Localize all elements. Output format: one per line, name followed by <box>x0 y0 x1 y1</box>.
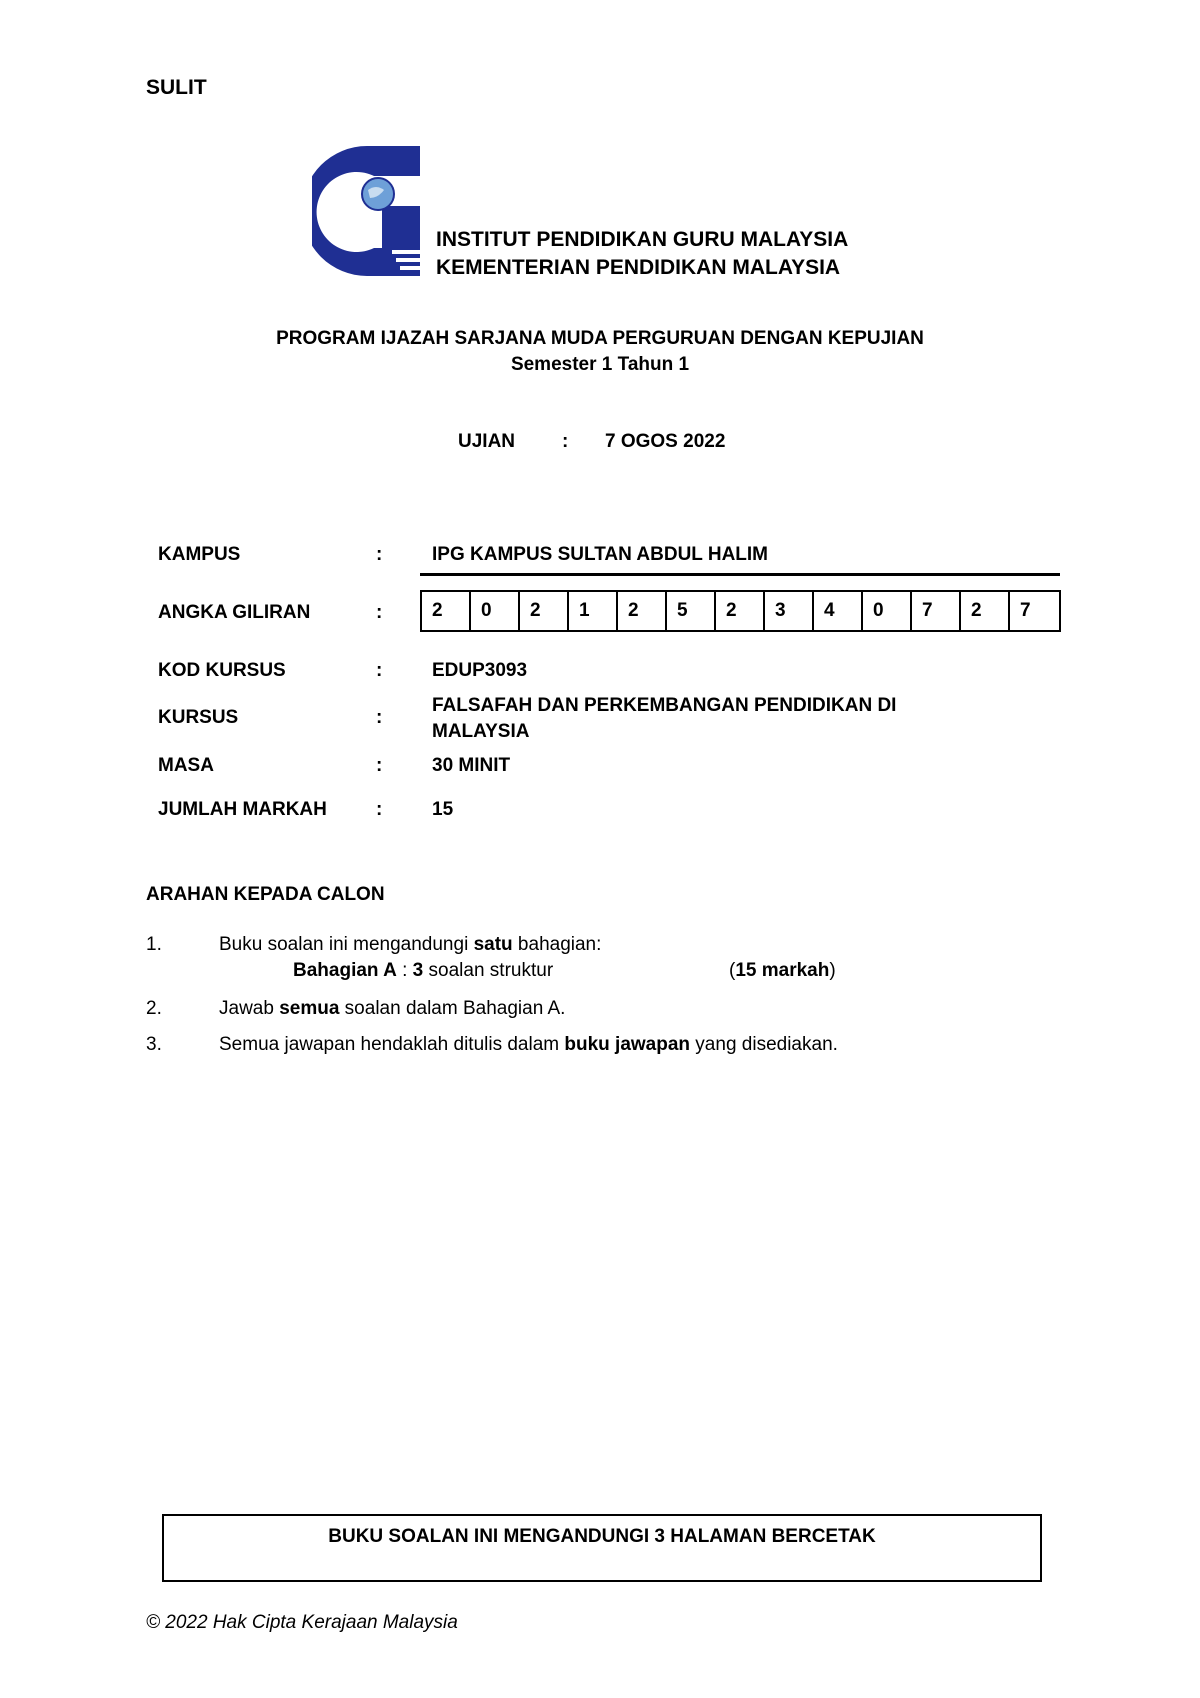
digit-box: 3 <box>765 592 814 630</box>
institute-line-1: INSTITUT PENDIDIKAN GURU MALAYSIA <box>436 228 849 251</box>
digit-box: 1 <box>569 592 618 630</box>
kod-kursus-colon: : <box>376 660 383 681</box>
angka-giliran-boxes <box>420 590 1061 632</box>
exam-date: 7 OGOS 2022 <box>605 431 726 452</box>
digit-box: 7 <box>1020 600 1031 621</box>
institute-name <box>436 226 848 282</box>
kampus-value: IPG KAMPUS SULTAN ABDUL HALIM <box>432 544 769 565</box>
classification-label: SULIT <box>146 76 207 99</box>
copyright-notice: © 2022 Hak Cipta Kerajaan Malaysia <box>146 1612 458 1633</box>
angka-giliran-colon: : <box>376 602 383 623</box>
digit-box: 2 <box>520 592 569 630</box>
instruction-1-section: Bahagian A : 3 soalan struktur <box>293 960 554 981</box>
page-count-box <box>162 1514 1042 1582</box>
institute-line-2: KEMENTERIAN PENDIDIKAN MALAYSIA <box>436 256 841 279</box>
digit-box: 0 <box>863 592 912 630</box>
instruction-1-text: Buku soalan ini mengandungi satu bahagian: <box>219 934 602 955</box>
svg-text:iPG: iPG <box>320 199 355 221</box>
kursus-colon: : <box>376 707 383 728</box>
kod-kursus-value: EDUP3093 <box>432 660 528 681</box>
instruction-2-number: 2. <box>146 998 162 1019</box>
masa-label: MASA <box>158 755 214 776</box>
kursus-label: KURSUS <box>158 707 239 728</box>
digit-box: 4 <box>814 592 863 630</box>
masa-value: 30 MINIT <box>432 755 511 776</box>
digit-box: 2 <box>961 592 1010 630</box>
masa-colon: : <box>376 755 383 776</box>
instruction-3-number: 3. <box>146 1034 162 1055</box>
kursus-value-line-1: FALSAFAH DAN PERKEMBANGAN PENDIDIKAN DI <box>432 695 897 716</box>
digit-box: 2 <box>618 592 667 630</box>
instruction-3-text: Semua jawapan hendaklah ditulis dalam buku jawapan yang disediakan. <box>219 1034 838 1055</box>
instructions-heading: ARAHAN KEPADA CALON <box>146 884 385 905</box>
jumlah-markah-colon: : <box>376 799 383 820</box>
jumlah-markah-label: JUMLAH MARKAH <box>158 799 327 820</box>
digit-box: 0 <box>471 592 520 630</box>
angka-giliran-label: ANGKA GILIRAN <box>158 602 311 623</box>
jumlah-markah-value: 15 <box>432 799 454 820</box>
kampus-label: KAMPUS <box>158 544 241 565</box>
page-count-text: BUKU SOALAN INI MENGANDUNGI 3 HALAMAN BERCETAK <box>328 1526 876 1547</box>
program-title: PROGRAM IJAZAH SARJANA MUDA PERGURUAN DENGAN KEPUJIAN <box>276 328 924 349</box>
kampus-underline <box>420 573 1060 576</box>
digit-box: 5 <box>667 592 716 630</box>
kampus-colon: : <box>376 544 383 565</box>
ipg-logo <box>312 146 422 276</box>
exam-colon: : <box>562 431 569 452</box>
digit-box: 2 <box>716 592 765 630</box>
instruction-1-marks: (15 markah) <box>729 960 836 981</box>
kod-kursus-label: KOD KURSUS <box>158 660 286 681</box>
kursus-value-line-2: MALAYSIA <box>432 721 530 742</box>
digit-box: 2 <box>422 592 471 630</box>
instruction-1-number: 1. <box>146 934 162 955</box>
digit-box: 7 <box>912 592 961 630</box>
exam-label: UJIAN <box>458 431 516 452</box>
instruction-2-text: Jawab semua soalan dalam Bahagian A. <box>219 998 566 1019</box>
semester-label: Semester 1 Tahun 1 <box>510 354 690 375</box>
